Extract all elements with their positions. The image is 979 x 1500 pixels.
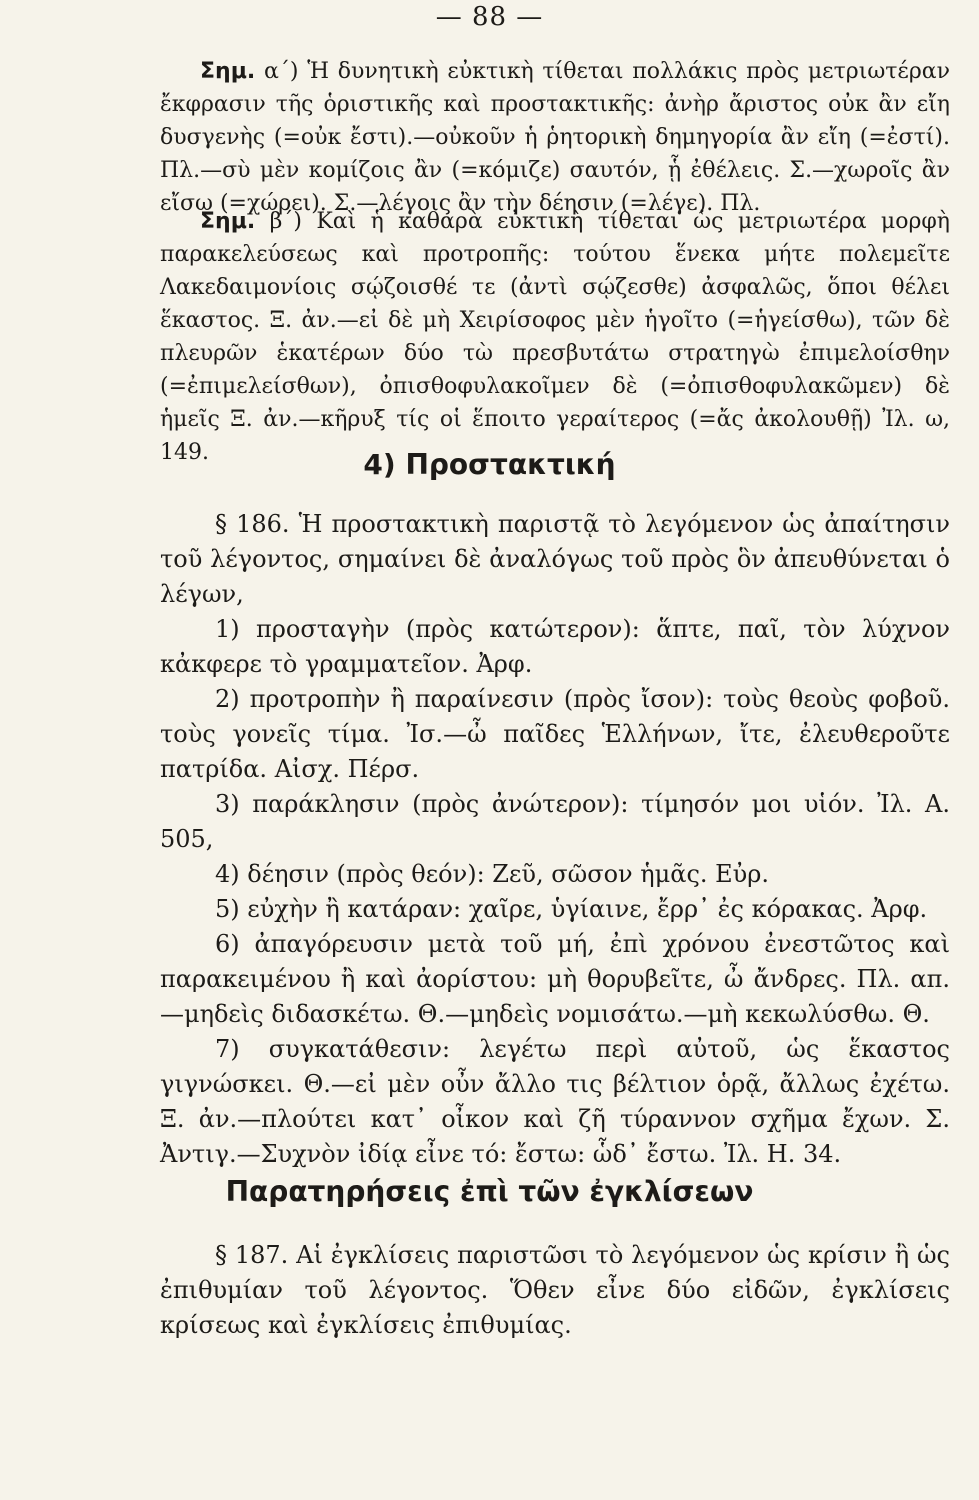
section-title-imperative: 4) Προστακτική (363, 448, 616, 481)
list-item: 7) συγκατάθεσιν: λεγέτω περὶ αὐτοῦ, ὡς ἕκαστος γιγνώσκει. Θ.—εἰ μὲν οὖν ἄλλο τις βέλτιον ὁρᾷ, ἄλλως ἐχέτω. Ξ. ἀν.—πλούτει κατ᾽ οἶκον καὶ ζῆ τύραννον σχῆμα ἔχων. Σ. Ἀντιγ.—Συχνὸν ἰδίᾳ εἶνε τό: ἔστω: ὧδ᾽ ἔστω. Ἰλ. Η. 34. (160, 1035, 950, 1168)
note-b-label: Σημ. (200, 209, 256, 234)
list-item: 1) προσταγὴν (πρὸς κατώτερον): ἅπτε, παῖ, τὸν λύχνον κἀκφερε τὸ γραμματεῖον. Ἀρφ. (160, 615, 950, 678)
note-b (160, 205, 950, 469)
list-item: 2) προτροπὴν ἢ παραίνεσιν (πρὸς ἴσον): τοὺς θεοὺς φοβοῦ. τοὺς γονεῖς τίμα. Ἰσ.—ὦ παῖδες Ἑλλήνων, ἴτε, ἐλευθεροῦτε πατρίδα. Αἰσχ. Πέρσ. (160, 685, 950, 783)
paragraph-187-number: § 187. (215, 1241, 289, 1269)
list-item: 4) δέησιν (πρὸς θεόν): Ζεῦ, σῶσον ἡμᾶς. Εὐρ. (215, 860, 769, 888)
paragraph-187-text: Αἱ ἐγκλίσεις παριστῶσι τὸ λεγόμενον ὡς κρίσιν ἢ ὡς ἐπιθυμίαν τοῦ λέγοντος. Ὅθεν εἶνε δύο εἰδῶν, ἐγκλίσεις κρίσεως καὶ ἐγκλίσεις ἐπιθυμίας. (160, 1241, 950, 1339)
list-item: 3) παράκλησιν (πρὸς ἀνώτερον): τίμησόν μοι υἱόν. Ἰλ. Α. 505, (160, 790, 950, 853)
page-number: — 88 — (435, 2, 544, 32)
list-item: 6) ἀπαγόρευσιν μετὰ τοῦ μή, ἐπὶ χρόνου ἐνεστῶτος καὶ παρακειμένου ἢ καὶ ἀορίστου: μὴ θορυβεῖτε, ὦ ἄνδρες. Πλ. απ.—μηδεὶς διδασκέτω. Θ.—μηδεὶς νομισάτω.—μὴ κεκωλύσθω. Θ. (160, 930, 950, 1028)
list-item: 5) εὐχὴν ἢ κατάραν: χαῖρε, ὑγίαινε, ἔρρ᾽ ἐς κόρακας. Ἀρφ. (215, 895, 928, 923)
paragraph-187 (160, 1238, 950, 1343)
note-b-text: β΄) Καὶ ἡ καθαρὰ εὐκτικὴ τίθεται ὡς μετριωτέρα μορφὴ παρακελεύσεως καὶ προτροπῆς: τούτου ἕνεκα μήτε πολεμεῖτε Λακεδαιμονίοις σῴζοισθέ τε (ἀντὶ σῴζεσθε) ἀσφαλῶς, ὅποι θέλει ἕκαστος. Ξ. ἀν.—εἰ δὲ μὴ Χειρίσοφος μὲν ἡγοῖτο (=ἡγείσθω), τῶν δὲ πλευρῶν ἑκατέρων δύο τὼ πρεσβυτάτω στρατηγὼ ἐπιμελοίσθην (=ἐπιμελείσθων), ὀπισθοφυλακοῖμεν δὲ (=ὀπισθοφυλακῶμεν) δὲ ἡμεῖς Ξ. ἀν.—κῆρυξ τίς οἱ ἕποιτο γεραίτερος (=ἄς ἀκολουθῇ) Ἰλ. ω, 149. (160, 209, 950, 465)
section-title-observations: Παρατηρήσεις ἐπὶ τῶν ἐγκλίσεων (225, 1175, 754, 1208)
note-a (160, 55, 950, 220)
paragraph-186 (160, 507, 950, 1172)
paragraph-186-text: Ἡ προστακτικὴ παριστᾷ τὸ λεγόμενον ὡς ἀπαίτησιν τοῦ λέγοντος, σημαίνει δὲ ἀναλόγως τοῦ πρὸς ὃν ἀπευθύνεται ὁ λέγων, (160, 510, 950, 608)
note-a-text: α΄) Ἡ δυνητικὴ εὐκτικὴ τίθεται πολλάκις πρὸς μετριωτέραν ἔκφρασιν τῆς ὁριστικῆς καὶ προστακτικῆς: ἀνὴρ ἄριστος οὐκ ἂν εἴη δυσγενὴς (=οὐκ ἔστι).—οὐκοῦν ἡ ῥητορικὴ δημηγορία ἂν εἴη (=ἐστί). Πλ.—σὺ μὲν κομίζοις ἂν (=κόμιζε) σαυτόν, ᾗ ἐθέλεις. Σ.—χωροῖς ἂν εἴσω (=χώρει). Σ.—λέγοις ἂν τὴν δέησιν (=λέγε). Πλ. (160, 59, 950, 216)
note-a-label: Σημ. (200, 59, 256, 84)
paragraph-186-number: § 186. (215, 510, 290, 538)
